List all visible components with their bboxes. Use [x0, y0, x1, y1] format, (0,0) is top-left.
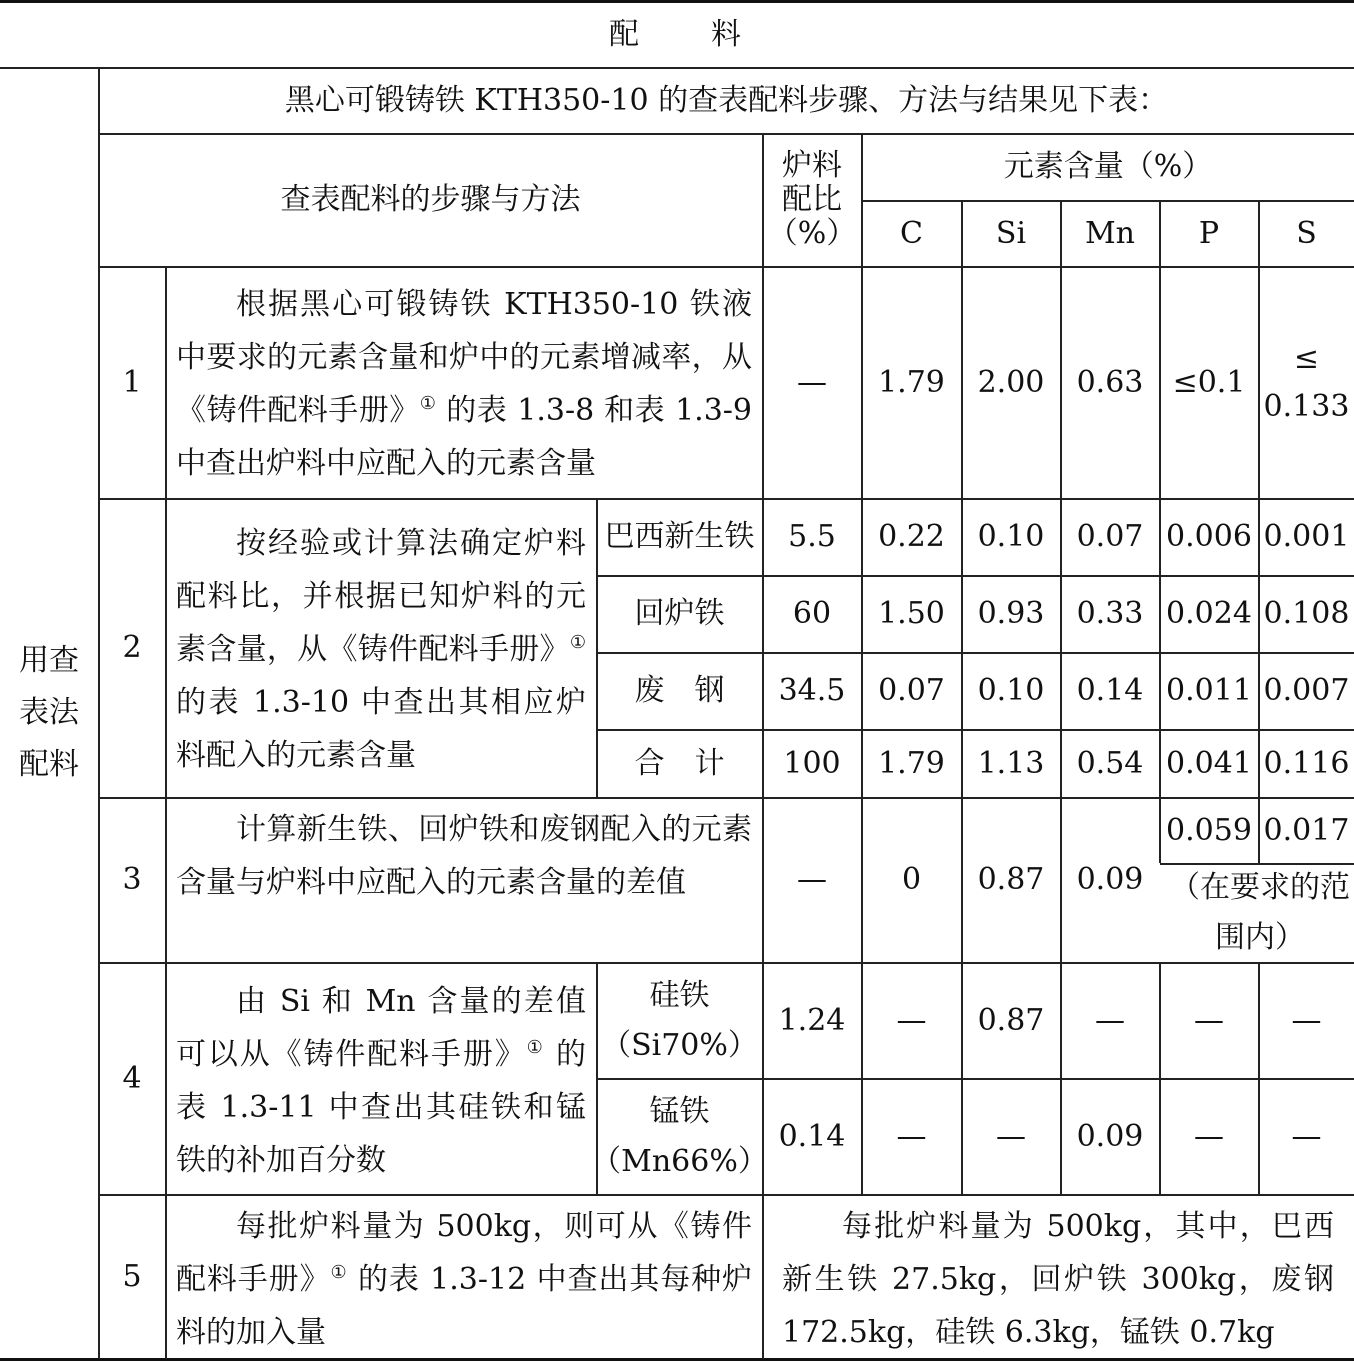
value-p: 0.059	[1166, 812, 1252, 848]
value-p: —	[1194, 1002, 1224, 1038]
ratio-cell: 34.5	[778, 673, 846, 708]
value-mn: 0.54	[1076, 745, 1144, 781]
header-col-p: P	[1198, 215, 1220, 251]
value-p: 0.024	[1166, 596, 1252, 631]
header-col-s: S	[1296, 215, 1317, 251]
footnote-mark: ①	[419, 393, 437, 414]
material-name: 回炉铁	[634, 596, 725, 631]
value-c: 0	[901, 862, 922, 897]
value-c: 1.79	[878, 364, 945, 400]
value-s: —	[1291, 1002, 1322, 1038]
step-text: 根据黑心可锻铸铁 KTH350-10 铁液中要求的元素含量和炉中的元素增减率，从《铸件配料手册》① 的表 1.3-8 和表 1.3-9 中查出炉料中应配入的元素含量	[176, 287, 753, 481]
value-c: 1.79	[878, 745, 945, 781]
ratio-cell: 60	[792, 596, 832, 631]
header-col-c: C	[900, 215, 923, 251]
value-mn: 0.33	[1076, 596, 1144, 631]
material-name: 合 计	[634, 745, 725, 781]
header-elements: 元素含量（%）	[1003, 149, 1213, 184]
header-ratio: 炉料 配比 （%）	[767, 148, 857, 251]
value-s: 0.017	[1263, 812, 1350, 848]
material-name: 硅铁 （Si70%）	[601, 977, 758, 1063]
step-text: 按经验或计算法确定炉料配料比，并根据已知炉料的元素含量，从《铸件配料手册》① 的表 1.3-10 中查出其相应炉料配入的元素含量	[176, 526, 586, 773]
value-s: 0.007	[1263, 673, 1350, 708]
material-name: 废 钢	[634, 673, 725, 708]
value-mn: —	[1095, 1002, 1125, 1038]
value-p: 0.011	[1166, 673, 1252, 708]
value-c: —	[896, 1118, 927, 1154]
step-text: 每批炉料量为 500kg，则可从《铸件配料手册》① 的表 1.3-12 中查出其每种炉料的加入量	[176, 1209, 753, 1350]
ratio-cell: 1.24	[778, 1002, 846, 1038]
value-p: ≤0.1	[1172, 364, 1246, 400]
step-result: 每批炉料量为 500kg，其中，巴西新生铁 27.5kg，回炉铁 300kg，废钢 172.5kg，硅铁 6.3kg，锰铁 0.7kg	[782, 1209, 1334, 1350]
value-p: —	[1194, 1118, 1224, 1154]
rule	[99, 1194, 1354, 1196]
ratio-cell: —	[797, 364, 827, 400]
value-si: 0.87	[977, 1002, 1045, 1038]
material-name: 锰铁 （Mn66%）	[591, 1093, 768, 1179]
side-label: 用查 表法 配料	[19, 642, 79, 782]
value-mn: 0.14	[1076, 673, 1144, 708]
col-rule	[165, 266, 167, 1359]
value-s: ≤ 0.133	[1263, 340, 1350, 424]
value-si: 0.87	[977, 862, 1045, 897]
value-s: 0.001	[1263, 519, 1350, 554]
header-col-si: Si	[995, 215, 1027, 251]
header-col-mn: Mn	[1084, 215, 1136, 251]
ps-note: （在要求的范围内）	[1170, 870, 1350, 955]
value-s: 0.108	[1263, 596, 1350, 631]
value-mn: 0.09	[1076, 862, 1144, 897]
step-text: 计算新生铁、回炉铁和废钢配入的元素含量与炉料中应配入的元素含量的差值	[176, 812, 752, 900]
step-text: 由 Si 和 Mn 含量的差值可以从《铸件配料手册》① 的表 1.3-11 中查出其硅铁和锰铁的补加百分数	[176, 984, 587, 1178]
value-c: 1.50	[878, 596, 945, 631]
value-c: 0.22	[878, 519, 945, 554]
ratio-cell: —	[797, 862, 827, 897]
value-c: —	[896, 1002, 927, 1038]
value-p: 0.041	[1166, 745, 1252, 781]
footnote-mark: ①	[569, 632, 586, 653]
footnote-mark: ①	[526, 1037, 545, 1058]
footnote-mark: ①	[330, 1262, 348, 1283]
value-mn: 0.09	[1076, 1118, 1144, 1154]
value-si: 2.00	[977, 364, 1045, 400]
step-number: 2	[122, 630, 142, 665]
value-c: 0.07	[878, 673, 945, 708]
value-s: 0.116	[1263, 745, 1350, 781]
value-s: —	[1291, 1118, 1322, 1154]
value-p: 0.006	[1166, 519, 1252, 554]
table-title: 配 料	[609, 17, 745, 52]
value-mn: 0.07	[1076, 519, 1144, 554]
value-mn: 0.63	[1076, 364, 1144, 400]
ratio-cell: 0.14	[778, 1118, 846, 1154]
step-number: 4	[122, 1060, 142, 1096]
value-si: 0.10	[977, 673, 1045, 708]
header-method: 查表配料的步骤与方法	[280, 182, 581, 217]
material-name: 巴西新生铁	[604, 519, 755, 554]
value-si: —	[996, 1118, 1026, 1154]
intro-text: 黑心可锻铸铁 KTH350-10 的查表配料步骤、方法与结果见下表：	[284, 82, 1169, 118]
step-number: 3	[122, 862, 142, 897]
value-si: 0.93	[977, 596, 1045, 631]
value-si: 0.10	[977, 519, 1045, 554]
value-si: 1.13	[977, 745, 1045, 781]
step-number: 1	[122, 364, 142, 400]
ratio-cell: 100	[783, 745, 841, 781]
step-number: 5	[122, 1258, 142, 1294]
ratio-cell: 5.5	[788, 519, 836, 554]
